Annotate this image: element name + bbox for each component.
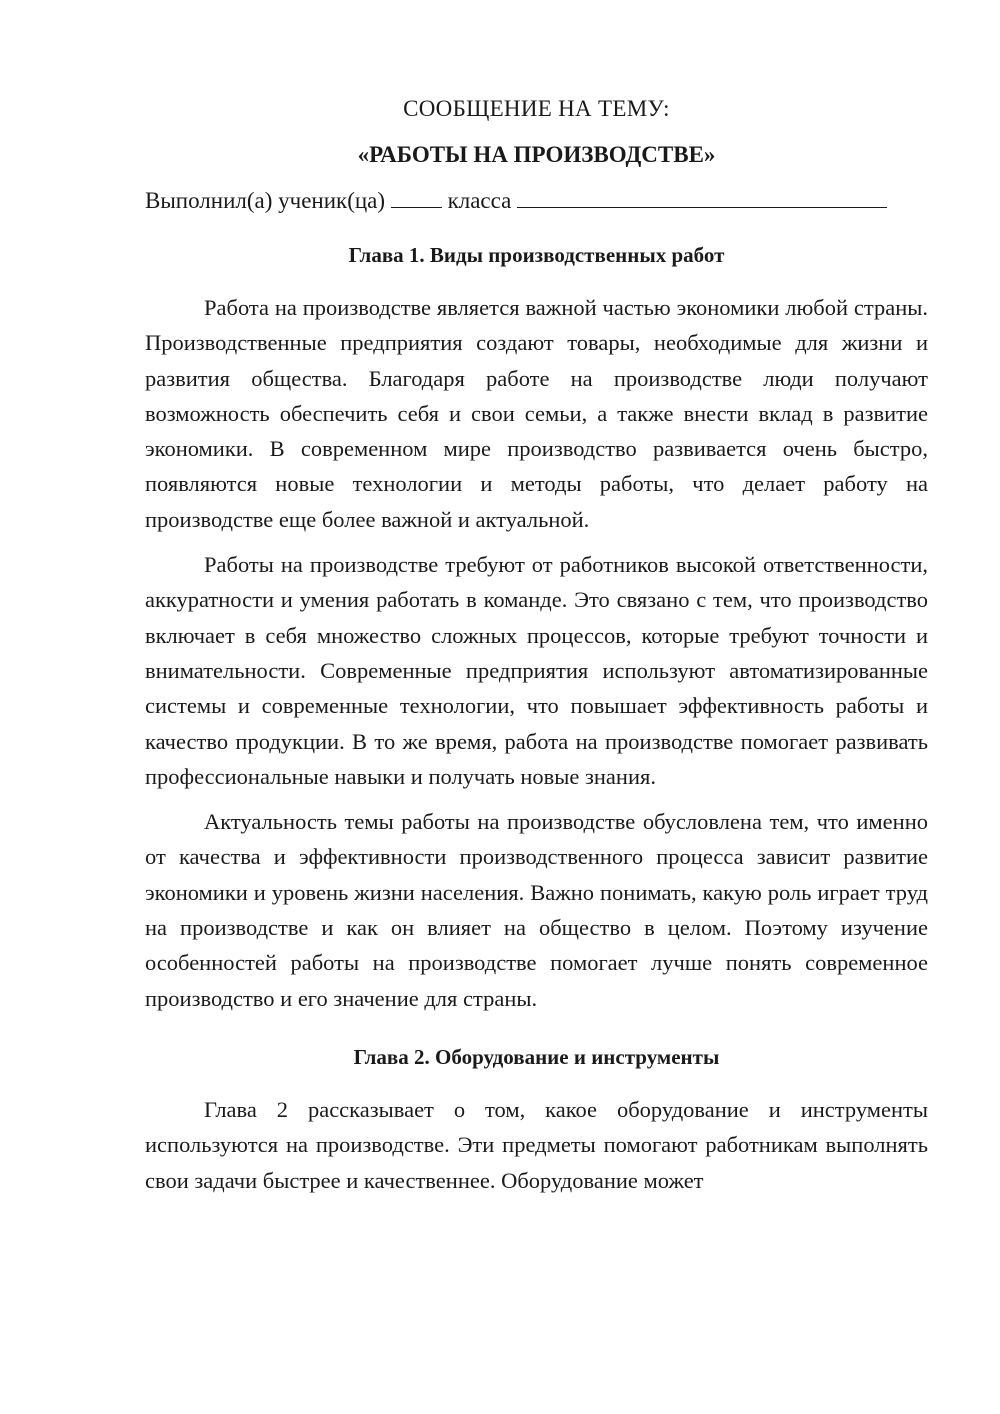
document-heading-title: «РАБОТЫ НА ПРОИЗВОДСТВЕ»	[357, 142, 716, 167]
chapter-1-paragraph-2: Работы на производстве требуют от работников высокой ответственности, аккуратности и умения работать в команде. Это связано с тем, что производство включает в себя множество сложных процессов, которые требуют точности и внимательности. Современные предприятия используют автоматизированные системы и современные технологии, что повышает эффективность работы и качество продукции. В то же время, работа на производстве помогает развивать профессиональные навыки и получать новые знания.	[145, 552, 928, 789]
document-page	[145, 92, 928, 1198]
class-label: класса	[447, 188, 512, 213]
chapter-2-title: Глава 2. Оборудование и инструменты	[353, 1044, 720, 1069]
name-blank-field[interactable]	[517, 185, 887, 208]
chapter-1-title: Глава 1. Виды производственных работ	[348, 243, 725, 267]
document-heading-line1: СООБЩЕНИЕ НА ТЕМУ:	[403, 96, 670, 121]
grade-blank-field[interactable]	[391, 185, 442, 208]
author-line	[145, 184, 928, 218]
chapter-1-paragraph-3: Актуальность темы работы на производстве обусловлена тем, что именно от качества и эффективности производственного процесса зависит развитие экономики и уровень жизни населения. Важно понимать, какую роль играет труд на производстве и как он влияет на общество в целом. Поэтому изучение особенностей работы на производстве помогает лучше понять современное производство и его значение для страны.	[145, 809, 928, 1011]
chapter-2-paragraph-1: Глава 2 рассказывает о том, какое оборудование и инструменты используются на производстве. Эти предметы помогают работникам выполнять свои задачи быстрее и качественнее. Оборудование может	[145, 1096, 928, 1193]
chapter-1-paragraph-1: Работа на производстве является важной частью экономики любой страны. Производственные предприятия создают товары, необходимые для жизни и развития общества. Благодаря работе на производстве люди получают возможность обеспечить себя и свои семьи, а также внести вклад в развитие экономики. В современном мире производство развивается очень быстро, появляются новые технологии и методы работы, что делает работу на производстве еще более важной и актуальной.	[145, 295, 928, 532]
author-label: Выполнил(а) ученик(ца)	[145, 188, 386, 213]
